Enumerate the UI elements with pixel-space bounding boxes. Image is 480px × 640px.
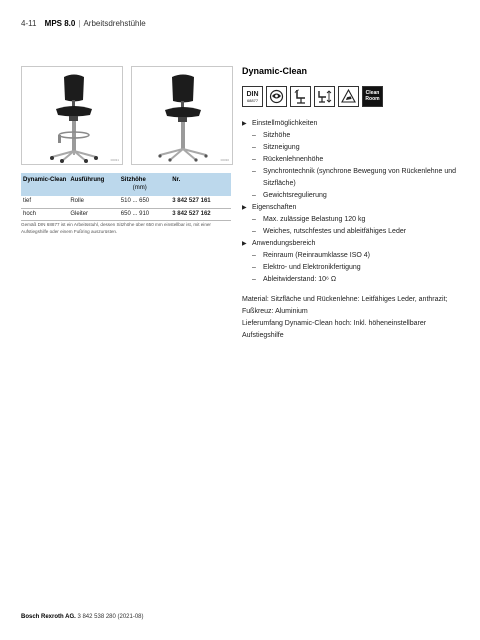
esd-hand-icon: [338, 86, 359, 107]
delivery-text: Lieferumfang Dynamic-Clean hoch: Inkl. höheneinstellbarer Aufstiegshilfe: [242, 320, 427, 339]
feature-item: – Elektro- und Elektronikfertigung: [252, 264, 361, 271]
feature-item: – Max. zulässige Belastung 120 kg: [252, 216, 366, 223]
cell-version: Gleiter: [68, 208, 118, 221]
cell-model: tief: [21, 196, 68, 208]
feature-item: – Gewichtsregulierung: [252, 192, 327, 199]
cell-part-number: 3 842 527 162: [170, 208, 231, 221]
feature-item: – Sitzneigung: [252, 144, 300, 151]
product-image-low: [21, 66, 123, 165]
feature-heading: [242, 238, 462, 250]
esd-protection-icon: [266, 86, 287, 107]
col-header-version: Ausführung: [68, 173, 118, 196]
feature-heading-text: Anwendungsbereich: [252, 240, 316, 247]
feature-item: – Synchrontechnik (synchrone Bewegung von Rückenlehne und Sitzfläche): [252, 168, 457, 187]
product-description: [242, 66, 462, 342]
cell-seat-height: 650 ... 910: [119, 208, 170, 221]
bullet-arrow-icon: ▶: [242, 121, 247, 127]
image-ref: 00030: [220, 158, 229, 162]
feature-item: – Reinraum (Reinraumklasse ISO 4): [252, 252, 370, 259]
feature-icons: [242, 86, 462, 107]
material-text: Material: Sitzfläche und Rückenlehne: Leitfähiges Leder, anthrazit; Fußkreuz: Aluminium: [242, 296, 448, 315]
table-header-row: [21, 173, 231, 196]
bullet-arrow-icon: ▶: [242, 205, 247, 211]
seat-height-icon: [314, 86, 335, 107]
din-68877-icon: DIN 68877: [242, 86, 263, 107]
feature-item: – Sitzhöhe: [252, 132, 291, 139]
page-header: [21, 19, 146, 28]
col-header-number: Nr.: [170, 173, 231, 196]
page-footer: Bosch Rexroth AG. 3 842 538 280 (2021-08): [21, 614, 144, 620]
cleanroom-icon: Clean Room: [362, 86, 383, 107]
cell-part-number: 3 842 527 161: [170, 196, 231, 208]
table-row: [21, 196, 231, 208]
product-line: MPS 8.0: [44, 19, 76, 28]
cell-model: hoch: [21, 208, 68, 221]
feature-heading-text: Eigenschaften: [252, 204, 297, 211]
table-footnote: Gemäß DIN 68877 ist ein Arbeitsstuhl, dessen Sitzhöhe über 650 mm einstellbar ist, mit einer Aufstiegshilfe oder einem Fußring auszurüsten.: [21, 222, 211, 234]
document-number: 3 842 538 280 (2021-08): [77, 614, 144, 620]
bullet-arrow-icon: ▶: [242, 241, 247, 247]
table-row: [21, 208, 231, 221]
feature-list: [242, 118, 462, 286]
col-header-seat-height: [119, 173, 170, 196]
cell-seat-height: 510 ... 650: [119, 196, 170, 208]
feature-item: – Ableitwiderstand: 10⁶ Ω: [252, 276, 337, 283]
image-ref: 00031: [110, 158, 119, 162]
feature-heading: [242, 202, 462, 214]
col-header-seat-height-label: Sitzhöhe (mm): [120, 177, 147, 192]
product-title: Dynamic-Clean: [242, 66, 308, 76]
feature-heading: [242, 118, 462, 130]
page-number: 4-11: [21, 19, 37, 28]
synchron-mechanism-icon: [290, 86, 311, 107]
chair-low-image: [22, 67, 122, 164]
product-image-high: [131, 66, 233, 165]
header-separator: |: [78, 19, 81, 28]
section-title: Arbeitsdrehstühle: [83, 19, 146, 28]
order-table: [21, 173, 231, 221]
cell-version: Rolle: [68, 196, 118, 208]
chair-high-image: [132, 67, 232, 164]
feature-item: – Weiches, rutschfestes und ableitfähiges Leder: [252, 228, 407, 235]
col-header-model: Dynamic-Clean: [21, 173, 68, 196]
company-name: Bosch Rexroth AG: [21, 614, 75, 620]
feature-heading-text: Einstellmöglichkeiten: [252, 120, 318, 127]
feature-item: – Rückenlehnenhöhe: [252, 156, 324, 163]
